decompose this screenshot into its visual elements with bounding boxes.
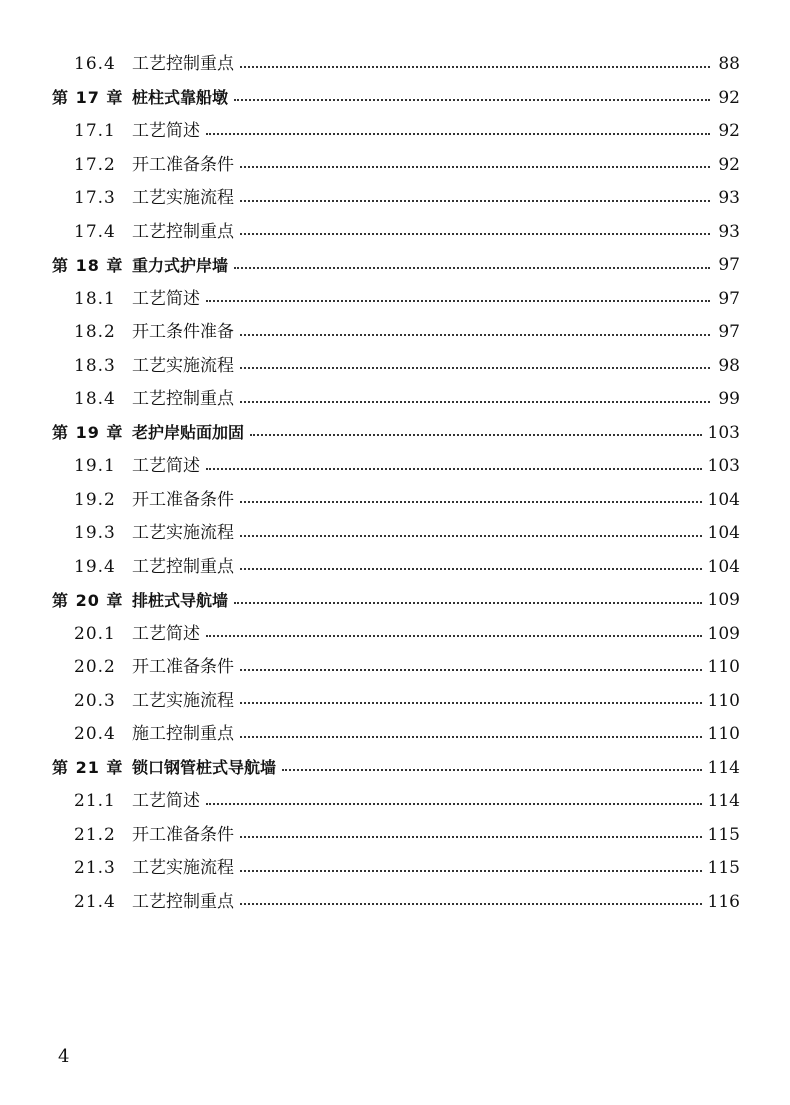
toc-row[interactable] (0, 819, 740, 853)
toc-number: 17.3 (74, 188, 116, 209)
toc-row[interactable] (0, 618, 740, 652)
dot-leader (234, 602, 702, 604)
toc-page: 115 (707, 858, 740, 879)
toc-title: 开工条件准备 (132, 322, 234, 343)
chapter-title: 重力式护岸墙 (132, 255, 229, 275)
toc-page: 88 (718, 54, 740, 75)
toc-page: 109 (707, 590, 740, 611)
toc-row[interactable] (0, 182, 740, 216)
toc-chapter-row[interactable] (0, 82, 740, 116)
dot-leader (240, 401, 710, 403)
chapter-number: 第 21 章 (52, 758, 124, 778)
toc-number: 20.1 (74, 623, 116, 644)
toc-page: 103 (707, 422, 740, 443)
toc-title: 工艺控制重点 (132, 389, 234, 410)
chapter-number: 第 19 章 (52, 423, 124, 443)
dot-leader (240, 669, 702, 671)
toc-number: 21.4 (74, 891, 116, 912)
toc-page: 109 (707, 623, 740, 644)
toc-title: 工艺控制重点 (132, 556, 234, 577)
toc-row[interactable] (0, 551, 740, 585)
toc-number: 19.1 (74, 456, 116, 477)
toc-page: 110 (707, 724, 740, 745)
dot-leader (250, 434, 702, 436)
toc-number: 20.4 (74, 724, 116, 745)
dot-leader (240, 535, 702, 537)
toc-chapter-row[interactable] (0, 249, 740, 283)
toc-title: 工艺实施流程 (132, 188, 234, 209)
toc-title: 工艺实施流程 (132, 355, 234, 376)
toc-row[interactable] (0, 852, 740, 886)
toc-title: 开工准备条件 (132, 489, 234, 510)
toc-page: 114 (707, 791, 740, 812)
chapter-title: 老护岸贴面加固 (132, 423, 245, 443)
dot-leader (240, 367, 710, 369)
toc-page: 93 (718, 221, 740, 242)
chapter-number: 第 18 章 (52, 255, 124, 275)
toc-number: 21.1 (74, 791, 116, 812)
toc-number: 18.3 (74, 355, 116, 376)
dot-leader (240, 870, 702, 872)
toc-row[interactable] (0, 316, 740, 350)
toc-row[interactable] (0, 450, 740, 484)
toc-page: 92 (718, 154, 740, 175)
page-number: 4 (58, 1046, 70, 1067)
dot-leader (206, 803, 702, 805)
toc-title: 开工准备条件 (132, 154, 234, 175)
toc-page: 110 (707, 657, 740, 678)
dot-leader (240, 166, 710, 168)
dot-leader (206, 300, 710, 302)
toc-chapter-row[interactable] (0, 417, 740, 451)
toc-number: 18.2 (74, 322, 116, 343)
toc-title: 工艺实施流程 (132, 858, 234, 879)
dot-leader (240, 702, 702, 704)
toc-row[interactable] (0, 484, 740, 518)
dot-leader (206, 133, 710, 135)
toc-page: 104 (707, 556, 740, 577)
toc-number: 17.2 (74, 154, 116, 175)
dot-leader (206, 635, 702, 637)
toc-row[interactable] (0, 886, 740, 920)
toc-page: 92 (718, 121, 740, 142)
toc-page: 114 (707, 757, 740, 778)
toc-page: 92 (718, 87, 740, 108)
toc-number: 21.3 (74, 858, 116, 879)
toc-row[interactable] (0, 149, 740, 183)
toc-title: 工艺简述 (132, 623, 200, 644)
toc-page: 103 (707, 456, 740, 477)
toc-row[interactable] (0, 517, 740, 551)
toc-number: 18.1 (74, 288, 116, 309)
dot-leader (240, 200, 710, 202)
toc-title: 工艺控制重点 (132, 221, 234, 242)
dot-leader (240, 501, 702, 503)
toc-page: 116 (707, 891, 740, 912)
toc-number: 17.1 (74, 121, 116, 142)
chapter-number: 第 20 章 (52, 590, 124, 610)
toc-row[interactable] (0, 48, 740, 82)
dot-leader (240, 568, 702, 570)
chapter-number: 第 17 章 (52, 88, 124, 108)
toc-number: 19.2 (74, 489, 116, 510)
dot-leader (240, 903, 702, 905)
toc-title: 开工准备条件 (132, 657, 234, 678)
toc-title: 工艺简述 (132, 121, 200, 142)
chapter-title: 排桩式导航墙 (132, 590, 229, 610)
toc-page: 99 (718, 389, 740, 410)
table-of-contents (0, 48, 790, 919)
toc-row[interactable] (0, 651, 740, 685)
toc-row[interactable] (0, 718, 740, 752)
toc-number: 21.2 (74, 824, 116, 845)
toc-title: 工艺简述 (132, 456, 200, 477)
dot-leader (240, 836, 702, 838)
toc-page: 110 (707, 690, 740, 711)
toc-number: 20.3 (74, 690, 116, 711)
dot-leader (206, 468, 702, 470)
chapter-title: 锁口钢管桩式导航墙 (132, 758, 277, 778)
toc-row[interactable] (0, 685, 740, 719)
toc-page: 98 (718, 355, 740, 376)
toc-page: 104 (707, 489, 740, 510)
dot-leader (240, 334, 710, 336)
toc-number: 16.4 (74, 54, 116, 75)
dot-leader (234, 99, 710, 101)
toc-page: 97 (718, 255, 740, 276)
toc-row[interactable] (0, 115, 740, 149)
toc-chapter-row[interactable] (0, 752, 740, 786)
toc-title: 工艺实施流程 (132, 690, 234, 711)
dot-leader (234, 267, 710, 269)
toc-title: 工艺控制重点 (132, 891, 234, 912)
toc-title: 工艺控制重点 (132, 54, 234, 75)
dot-leader (240, 233, 710, 235)
toc-row[interactable] (0, 216, 740, 250)
toc-title: 工艺简述 (132, 791, 200, 812)
toc-row[interactable] (0, 383, 740, 417)
toc-number: 19.3 (74, 523, 116, 544)
toc-number: 18.4 (74, 389, 116, 410)
toc-title: 工艺实施流程 (132, 523, 234, 544)
toc-title: 工艺简述 (132, 288, 200, 309)
toc-number: 19.4 (74, 556, 116, 577)
toc-row[interactable] (0, 350, 740, 384)
toc-row[interactable] (0, 785, 740, 819)
toc-number: 20.2 (74, 657, 116, 678)
dot-leader (240, 736, 702, 738)
toc-number: 17.4 (74, 221, 116, 242)
dot-leader (282, 769, 702, 771)
toc-page: 97 (718, 288, 740, 309)
dot-leader (240, 66, 710, 68)
toc-page: 104 (707, 523, 740, 544)
toc-page: 93 (718, 188, 740, 209)
toc-page: 97 (718, 322, 740, 343)
toc-chapter-row[interactable] (0, 584, 740, 618)
toc-page: 115 (707, 824, 740, 845)
chapter-title: 桩柱式靠船墩 (132, 88, 229, 108)
toc-title: 开工准备条件 (132, 824, 234, 845)
toc-row[interactable] (0, 283, 740, 317)
toc-title: 施工控制重点 (132, 724, 234, 745)
